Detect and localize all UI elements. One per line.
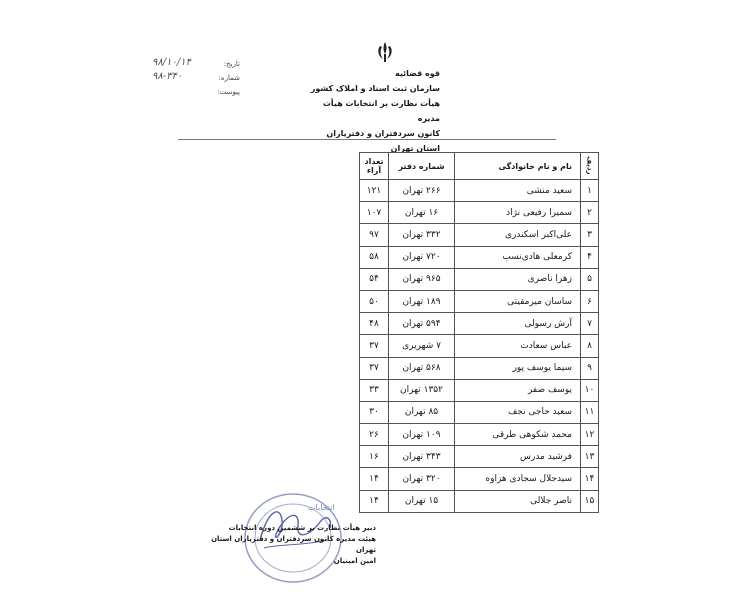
row-office: ۳۴۳ تهران <box>389 446 455 468</box>
table-row <box>360 202 599 224</box>
row-name: آرش رسولی <box>455 313 581 335</box>
date-label: تاریخ: <box>223 60 240 68</box>
row-office: ۵۹۴ تهران <box>389 313 455 335</box>
letter-header <box>300 66 440 156</box>
row-votes: ۳۳ <box>360 379 389 401</box>
row-no: ۱۵ <box>581 490 599 512</box>
row-office: ۷ شهریری <box>389 335 455 357</box>
row-no: ۱ <box>581 180 599 202</box>
table-row <box>360 446 599 468</box>
stamp-text: انتخابات <box>308 503 335 512</box>
row-votes: ۵۴ <box>360 268 389 290</box>
table-row <box>360 468 599 490</box>
row-no: ۴ <box>581 246 599 268</box>
row-office: ۱۶ تهران <box>389 202 455 224</box>
row-name: فرشید مدرس <box>455 446 581 468</box>
attachment-row <box>150 88 240 102</box>
header-line-board: هیأت نظارت بر انتخابات هیأت مدیره <box>322 99 440 123</box>
number-row <box>150 71 240 88</box>
table-row <box>360 424 599 446</box>
row-no: ۳ <box>581 224 599 246</box>
row-name: سیما یوسف پور <box>455 357 581 379</box>
table-row <box>360 379 599 401</box>
row-office: ۸۵ تهران <box>389 401 455 423</box>
row-votes: ۲۶ <box>360 424 389 446</box>
row-office: ۱۵ تهران <box>389 490 455 512</box>
table-row <box>360 180 599 202</box>
row-office: ۳۳۲ تهران <box>389 224 455 246</box>
row-office: ۱۰۹ تهران <box>389 424 455 446</box>
table-row <box>360 490 599 512</box>
row-office: ۳۲۰ تهران <box>389 468 455 490</box>
row-votes: ۳۷ <box>360 335 389 357</box>
header-name: نام و نام خانوادگی <box>455 153 581 180</box>
row-name: سمیرا رفیعی نژاد <box>455 202 581 224</box>
row-no: ۱۰ <box>581 379 599 401</box>
row-office: ۱۳۵۲ تهران <box>389 379 455 401</box>
row-no: ۱۴ <box>581 468 599 490</box>
row-name: کرمعلی هادی‌نسب <box>455 246 581 268</box>
row-no: ۶ <box>581 290 599 312</box>
row-office: ۲۶۶ تهران <box>389 180 455 202</box>
row-name: علی‌اکبر اسکندری <box>455 224 581 246</box>
row-votes: ۳۷ <box>360 357 389 379</box>
results-table <box>359 152 599 513</box>
row-office: ۷۲۰ تهران <box>389 246 455 268</box>
row-no: ۱۲ <box>581 424 599 446</box>
row-votes: ۵۸ <box>360 246 389 268</box>
row-no: ۸ <box>581 335 599 357</box>
table-row <box>360 357 599 379</box>
header-line-judiciary: قوه قضائیه <box>394 69 440 78</box>
emblem-icon <box>374 40 396 64</box>
table-row <box>360 246 599 268</box>
table-row <box>360 224 599 246</box>
header-divider <box>178 139 556 140</box>
number-value: ۹۸-۳۴۰ <box>152 71 183 82</box>
table-row <box>360 268 599 290</box>
row-office: ۵۶۸ تهران <box>389 357 455 379</box>
table-row <box>360 401 599 423</box>
row-no: ۵ <box>581 268 599 290</box>
row-name: سعید منشی <box>455 180 581 202</box>
row-name: سعید حاجی نجف <box>455 401 581 423</box>
row-office: ۹۶۵ تهران <box>389 268 455 290</box>
row-votes: ۱۲۱ <box>360 180 389 202</box>
attachment-label: پیوست: <box>217 88 240 96</box>
row-name: محمد شکوهی طرقی <box>455 424 581 446</box>
row-no: ۹ <box>581 357 599 379</box>
table-row <box>360 290 599 312</box>
row-votes: ۴۸ <box>360 313 389 335</box>
header-votes: تعداد آراء <box>360 153 389 180</box>
footer-line-signer: امین امینیان <box>333 557 376 565</box>
row-name: سیدجلال سجادی هزاوه <box>455 468 581 490</box>
row-name: زهرا ناصری <box>455 268 581 290</box>
row-name: ساسان میرمقیتی <box>455 290 581 312</box>
row-office: ۱۸۹ تهران <box>389 290 455 312</box>
table-header-row <box>360 153 599 180</box>
row-name: عباس سعادت <box>455 335 581 357</box>
row-votes: ۱۶ <box>360 446 389 468</box>
row-votes: ۱۰۷ <box>360 202 389 224</box>
header-office: شماره دفتر <box>389 153 455 180</box>
signature-block <box>196 523 376 567</box>
footer-line-org: هیئت مدیره کانون سردفتران و دفتریاران استان تهران <box>211 535 376 554</box>
header-line-association: کانون سردفتران و دفتریاران استان تهران <box>326 129 440 153</box>
table-row <box>360 335 599 357</box>
row-votes: ۱۴ <box>360 490 389 512</box>
header-line-organization: سازمان ثبت اسناد و املاک کشور <box>310 84 440 93</box>
number-label: شماره: <box>218 74 240 82</box>
header-no: ردیف <box>581 153 599 180</box>
row-no: ۷ <box>581 313 599 335</box>
footer-line-title: دبیر هیأت نظارت بر ششمین دوره انتخابات <box>228 524 376 532</box>
row-votes: ۳۰ <box>360 401 389 423</box>
row-name: ناصر جلالی <box>455 490 581 512</box>
date-value: ۹۸/۱۰/۱۴ <box>152 57 191 68</box>
row-votes: ۹۷ <box>360 224 389 246</box>
row-votes: ۵۰ <box>360 290 389 312</box>
row-no: ۱۳ <box>581 446 599 468</box>
row-name: یوسف صفر <box>455 379 581 401</box>
row-no: ۲ <box>581 202 599 224</box>
row-no: ۱۱ <box>581 401 599 423</box>
table-row <box>360 313 599 335</box>
row-votes: ۱۴ <box>360 468 389 490</box>
letter-meta <box>150 57 240 102</box>
